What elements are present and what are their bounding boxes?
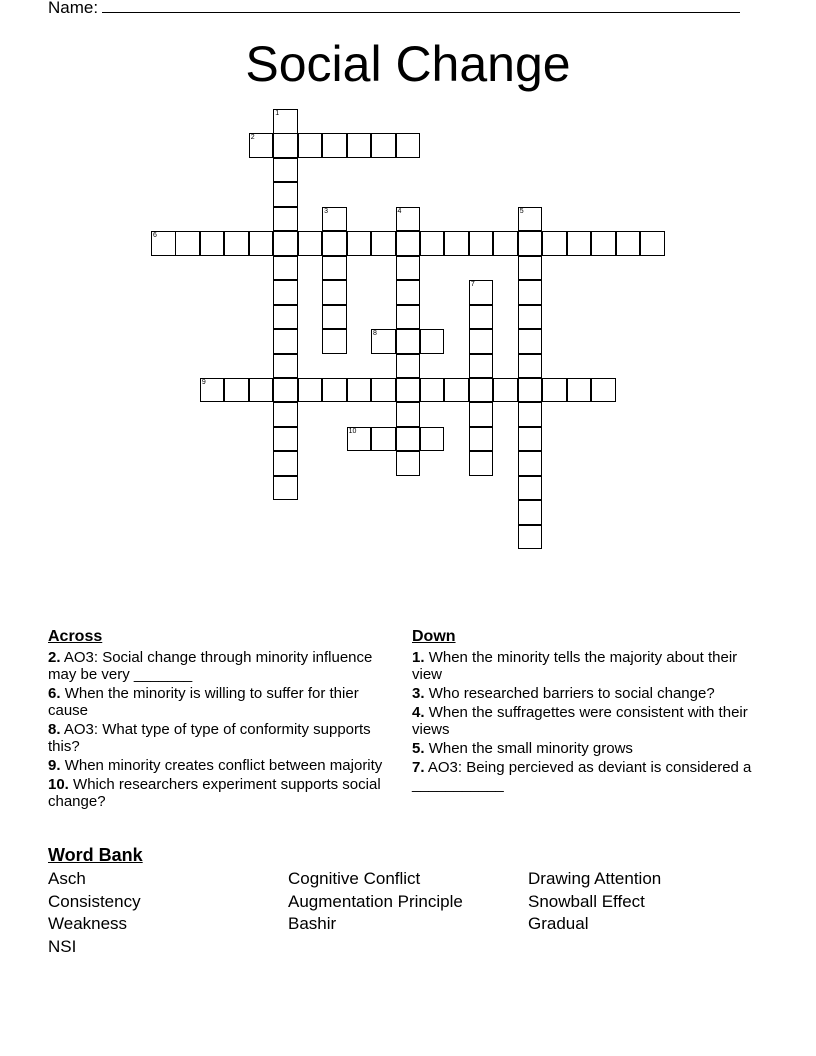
word-bank-item: Asch — [48, 869, 86, 888]
crossword-cell[interactable] — [518, 207, 543, 232]
crossword-cell[interactable] — [347, 427, 372, 452]
crossword-cell[interactable] — [396, 354, 421, 379]
crossword-cell[interactable] — [518, 378, 543, 403]
down-clue: 3. Who researched barriers to social change? — [412, 685, 715, 702]
crossword-cell[interactable] — [347, 231, 372, 256]
crossword-cell[interactable] — [273, 354, 298, 379]
crossword-cell[interactable] — [371, 231, 396, 256]
crossword-cell[interactable] — [518, 427, 543, 452]
word-bank — [48, 845, 768, 958]
across-heading: Across — [48, 628, 103, 645]
crossword-cell[interactable] — [469, 329, 494, 354]
down-heading: Down — [412, 628, 456, 645]
crossword-cell[interactable] — [518, 329, 543, 354]
crossword-cell[interactable] — [273, 305, 298, 330]
word-bank-item: Cognitive Conflict — [288, 869, 421, 888]
crossword-cell[interactable] — [224, 231, 249, 256]
crossword-cell[interactable] — [444, 231, 469, 256]
crossword-cell[interactable] — [273, 133, 298, 158]
crossword-cell[interactable] — [298, 231, 323, 256]
crossword-cell[interactable] — [273, 451, 298, 476]
crossword-cell[interactable] — [518, 525, 543, 550]
crossword-cell[interactable] — [322, 231, 347, 256]
crossword-cell[interactable] — [518, 280, 543, 305]
crossword-cell[interactable] — [420, 231, 445, 256]
crossword-cell[interactable] — [567, 231, 592, 256]
crossword-cell[interactable] — [493, 378, 518, 403]
crossword-cell[interactable] — [273, 256, 298, 281]
crossword-cell[interactable] — [371, 133, 396, 158]
crossword-cell[interactable] — [518, 231, 543, 256]
crossword-cell[interactable] — [151, 231, 176, 256]
across-clue: 2. AO3: Social change through minority influence may be very _______ — [48, 649, 373, 683]
crossword-cell[interactable] — [371, 378, 396, 403]
crossword-cell[interactable] — [542, 231, 567, 256]
clue-number: 10 — [348, 427, 357, 435]
word-bank-item: Snowball Effect — [528, 891, 645, 911]
crossword-cell[interactable] — [273, 280, 298, 305]
crossword-cell[interactable] — [444, 378, 469, 403]
crossword-cell[interactable] — [396, 231, 421, 256]
crossword-cell[interactable] — [591, 231, 616, 256]
word-bank-item: Consistency — [48, 891, 141, 911]
crossword-cell[interactable] — [420, 378, 445, 403]
crossword-cell[interactable] — [396, 280, 421, 305]
crossword-cell[interactable] — [396, 402, 421, 427]
crossword-cell[interactable] — [273, 158, 298, 183]
crossword-cell[interactable] — [322, 280, 347, 305]
crossword-cell[interactable] — [396, 378, 421, 403]
word-bank-item: Bashir — [288, 914, 337, 933]
crossword-cell[interactable] — [298, 378, 323, 403]
crossword-cell[interactable] — [469, 305, 494, 330]
crossword-cell[interactable] — [347, 133, 372, 158]
crossword-cell[interactable] — [396, 305, 421, 330]
across-clue: 6. When the minority is willing to suffer for thier cause — [48, 685, 359, 719]
crossword-cell[interactable] — [175, 231, 200, 256]
crossword-cell[interactable] — [224, 378, 249, 403]
crossword-cell[interactable] — [396, 133, 421, 158]
crossword-cell[interactable] — [347, 378, 372, 403]
crossword-cell[interactable] — [322, 133, 347, 158]
word-bank-item: Weakness — [48, 914, 128, 933]
crossword-cell[interactable] — [396, 207, 421, 232]
crossword-cell[interactable] — [469, 451, 494, 476]
crossword-cell[interactable] — [469, 402, 494, 427]
crossword-cell[interactable] — [273, 402, 298, 427]
down-clue: 4. When the suffragettes were consistent with their views — [412, 704, 748, 738]
crossword-cell[interactable] — [273, 231, 298, 256]
across-clue: 8. AO3: What type of type of conformity supports this? — [48, 721, 371, 755]
crossword-cell[interactable] — [371, 329, 396, 354]
crossword-cell[interactable] — [249, 133, 274, 158]
crossword-cell[interactable] — [616, 231, 641, 256]
crossword-cell[interactable] — [273, 329, 298, 354]
crossword-cell[interactable] — [273, 476, 298, 501]
word-bank-item: NSI — [48, 936, 77, 956]
clue-number: 8 — [373, 330, 377, 338]
crossword-cell[interactable] — [493, 231, 518, 256]
crossword-cell[interactable] — [396, 329, 421, 354]
crossword-cell[interactable] — [420, 427, 445, 452]
crossword-cell[interactable] — [322, 256, 347, 281]
across-clue: 9. When minority creates conflict between majority — [48, 757, 383, 774]
crossword-cell[interactable] — [640, 231, 665, 256]
clue-number: 6 — [153, 232, 157, 240]
crossword-cell[interactable] — [322, 207, 347, 232]
crossword-cell[interactable] — [542, 378, 567, 403]
down-clue: 7. AO3: Being percieved as deviant is considered a ___________ — [412, 759, 752, 793]
crossword-cell[interactable] — [567, 378, 592, 403]
crossword-cell[interactable] — [249, 378, 274, 403]
crossword-cell[interactable] — [273, 182, 298, 207]
crossword-cell[interactable] — [469, 378, 494, 403]
crossword-cell[interactable] — [371, 427, 396, 452]
crossword-cell[interactable] — [298, 133, 323, 158]
crossword-cell[interactable] — [518, 305, 543, 330]
crossword-cell[interactable] — [322, 305, 347, 330]
crossword-cell[interactable] — [420, 329, 445, 354]
crossword-cell[interactable] — [469, 280, 494, 305]
clue-number: 5 — [519, 207, 524, 215]
crossword-cell[interactable] — [322, 378, 347, 403]
crossword-cell[interactable] — [518, 256, 543, 281]
crossword-cell[interactable] — [322, 329, 347, 354]
across-clue: 10. Which researchers experiment supports social change? — [48, 776, 381, 810]
crossword-cell[interactable] — [518, 354, 543, 379]
name-label: Name: — [48, 0, 99, 17]
clue-number: 2 — [250, 134, 255, 142]
crossword-cell[interactable] — [518, 402, 543, 427]
crossword-cell[interactable] — [469, 427, 494, 452]
crossword-cell[interactable] — [591, 378, 616, 403]
crossword-cell[interactable] — [273, 378, 298, 403]
crossword-cell[interactable] — [249, 231, 274, 256]
crossword-cell[interactable] — [273, 207, 298, 232]
crossword-cell[interactable] — [273, 109, 298, 134]
crossword-cell[interactable] — [518, 500, 543, 525]
word-bank-item: Augmentation Principle — [288, 891, 463, 911]
across-clues — [48, 628, 398, 812]
crossword-cell[interactable] — [200, 231, 225, 256]
clue-number: 3 — [324, 207, 329, 215]
crossword-cell[interactable] — [469, 231, 494, 256]
down-clue: 1. When the minority tells the majority about their view — [412, 649, 738, 683]
crossword-cell[interactable] — [273, 427, 298, 452]
word-bank-item: Drawing Attention — [528, 869, 662, 888]
clue-number: 7 — [470, 281, 475, 289]
crossword-cell[interactable] — [396, 256, 421, 281]
word-bank-heading: Word Bank — [48, 845, 143, 865]
crossword-cell[interactable] — [396, 427, 421, 452]
clue-number: 9 — [201, 378, 206, 386]
clue-number: 1 — [275, 110, 280, 117]
crossword-cell[interactable] — [518, 476, 543, 501]
crossword-cell[interactable] — [469, 354, 494, 379]
crossword-cell[interactable] — [518, 451, 543, 476]
page-title: Social Change — [245, 36, 571, 92]
down-clues — [412, 628, 762, 795]
down-clue: 5. When the small minority grows — [412, 740, 633, 757]
crossword-cell[interactable] — [396, 451, 421, 476]
crossword-cell[interactable] — [200, 378, 225, 403]
word-bank-item: Gradual — [528, 914, 589, 933]
clue-number: 4 — [397, 207, 402, 215]
